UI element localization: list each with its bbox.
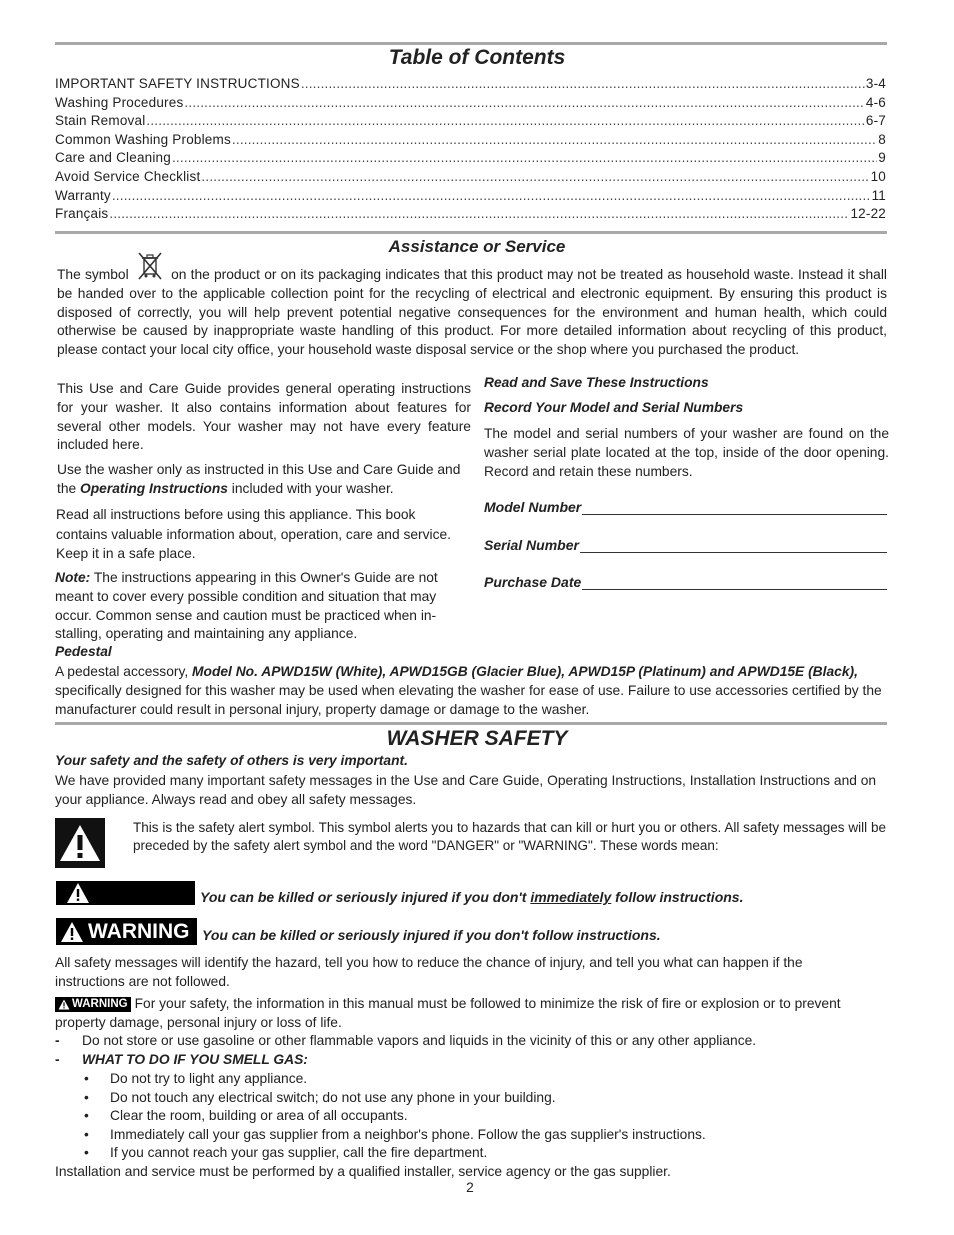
washer-safety-title: WASHER SAFETY: [386, 727, 568, 750]
pedestal-heading: Pedestal: [55, 644, 112, 659]
read-instructions-paragraph: Read all instructions before using this appliance. This book contains valuable information about, operation, care and service. Keep it in a safe place.: [56, 507, 451, 561]
safety-subtitle: Your safety and the safety of others is very important.: [55, 753, 408, 768]
warning-label: WARNING: [56, 918, 197, 945]
assistance-title: Assistance or Service: [388, 237, 566, 256]
danger-label: [56, 881, 195, 905]
warning-message: You can be killed or seriously injured if you don't follow instructions.: [202, 927, 661, 943]
list-item: • Immediately call your gas supplier from a neighbor's phone. Follow the gas supplier's instructions.: [84, 1126, 706, 1142]
alert-explanation: This is the safety alert symbol. This symbol alerts you to hazards that can kill or hurt you or others. All safety messages will be preceded by the safety alert symbol and the word "DANGER" or "WARNING". These words mean:: [133, 820, 886, 853]
installation-note: Installation and service must be performed by a qualified installer, service agency or the gas supplier.: [55, 1164, 671, 1179]
serial-number-field[interactable]: Serial Number: [484, 537, 887, 553]
dash-item: - Do not store or use gasoline or other flammable vapors and liquids in the vicinity of this or any other appliance.: [55, 1033, 757, 1048]
safety-alert-symbol: [55, 818, 105, 868]
weee-paragraph: The symbol on the product or on its packaging indicates that this product may not be treated as household waste. Instead it shall be handed over to the applicable collection point for the recycling of electrical and electronic equipment. By ensuring this product is disposed of correctly, you will help prevent potential negative consequences for the environment and human health, which could otherwise be caused by inappropriate waste handling of this product. For more detailed information about recycling of this product, please contact your local city office, your household waste disposal service or the shop where you purchased the product.: [57, 262, 887, 360]
small-warning-label: WARNING: [55, 997, 131, 1012]
dash-item: - WHAT TO DO IF YOU SMELL GAS:: [55, 1052, 308, 1067]
usage-paragraph: Use the washer only as instructed in this Use and Care Guide and the Operating Instructions included with your washer.: [57, 462, 461, 496]
list-item: • Do not touch any electrical switch; do not use any phone in your building.: [84, 1089, 556, 1105]
toc-row[interactable]: Washing Procedures ..... 4-6: [55, 95, 886, 114]
toc-row[interactable]: Warranty ..... 11: [55, 188, 886, 207]
warning-triangle-icon: [58, 999, 70, 1010]
note-paragraph: Note: The instructions appearing in this Owner's Guide are not meant to cover every possible condition and situation that may occur. Common sense and caution must be practiced when in-stalling, operating and maintaining any appliance.: [55, 570, 438, 642]
list-item: • Do not try to light any appliance.: [84, 1071, 308, 1086]
toc-row[interactable]: Français ..... 12-22: [55, 206, 886, 225]
section-rule: [55, 722, 887, 725]
guide-overview-paragraph: This Use and Care Guide provides general operating instructions for your washer. It also contains information about features for several other models. Your washer may not have every feature included here.: [57, 381, 471, 453]
table-of-contents: [55, 76, 886, 225]
toc-title: Table of Contents: [388, 46, 566, 69]
toc-row[interactable]: Care and Cleaning ..... 9: [55, 150, 886, 169]
record-heading: Record Your Model and Serial Numbers: [484, 400, 744, 415]
list-item: • Clear the room, building or area of all occupants.: [84, 1108, 408, 1124]
pedestal-paragraph: A pedestal accessory, Model No. APWD15W (White), APWD15GB (Glacier Blue), APWD15P (Platinum) and APWD15E (Black), specifically designed for this washer may be used when elevating the washer for ease of use. Failure to use accessories certified by the manufacturer could result in personal injury, property damage or damage to the washer.: [55, 664, 882, 717]
toc-row[interactable]: Common Washing Problems ..... 8: [55, 132, 886, 151]
danger-triangle-icon: [66, 882, 90, 904]
danger-message: You can be killed or seriously injured if you don't immediately follow instructions.: [200, 889, 744, 905]
toc-row[interactable]: IMPORTANT SAFETY INSTRUCTIONS ..... 3-4: [55, 76, 886, 95]
toc-row[interactable]: Avoid Service Checklist ..... 10: [55, 169, 886, 188]
top-rule: [55, 42, 887, 45]
toc-row[interactable]: Stain Removal ..... 6-7: [55, 113, 886, 132]
model-number-field[interactable]: Model Number: [484, 499, 887, 515]
fire-warning-paragraph: WARNING For your safety, the information in this manual must be followed to minimize the risk of fire or explosion or to prevent property damage, personal injury or loss of life.: [55, 996, 841, 1030]
gas-instructions-list: [84, 1070, 706, 1163]
section-rule: [55, 231, 887, 234]
warning-triangle-icon: [60, 921, 84, 943]
read-save-heading: Read and Save These Instructions: [484, 375, 709, 390]
list-item: • If you cannot reach your gas supplier, call the fire department.: [84, 1145, 488, 1161]
safety-intro: We have provided many important safety messages in the Use and Care Guide, Operating Instructions, Installation Instructions and on your appliance. Always read and obey all safety messages.: [55, 773, 877, 807]
crossed-bin-icon: [133, 262, 167, 280]
safety-messages-paragraph: All safety messages will identify the hazard, tell you how to reduce the chance of injury, and tell you what can happen if the instructions are not followed.: [55, 955, 803, 989]
warning-triangle-icon: [58, 822, 102, 864]
record-paragraph: The model and serial numbers of your washer are found on the washer serial plate located at the top, inside of the door opening. Record and retain these numbers.: [484, 426, 889, 479]
purchase-date-field[interactable]: Purchase Date: [484, 574, 887, 590]
page-number: 2: [466, 1180, 474, 1195]
